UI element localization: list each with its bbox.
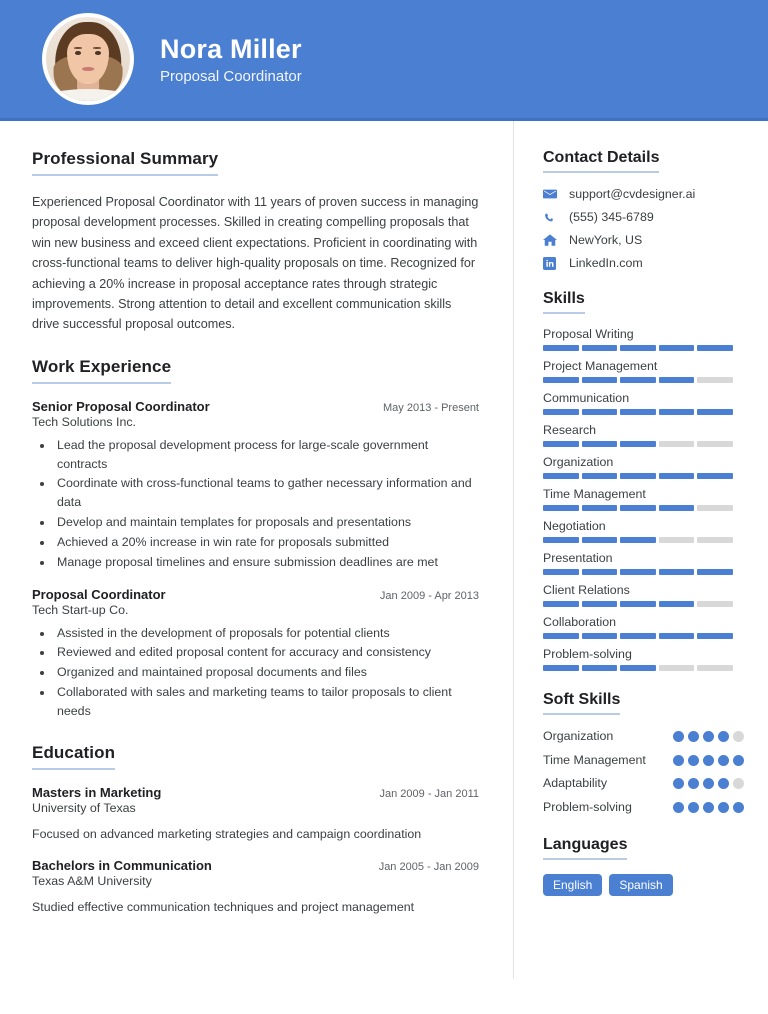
skill-bar-segment	[659, 665, 695, 671]
skill-level-bar	[543, 473, 733, 479]
home-icon	[543, 233, 563, 247]
education-section	[32, 743, 479, 917]
language-chip: English	[543, 874, 602, 896]
bullet-item: • Organized and maintained proposal documents and files	[54, 663, 479, 682]
language-chip: Spanish	[609, 874, 672, 896]
rating-dot	[733, 731, 744, 742]
skill-bar-segment	[543, 473, 579, 479]
experience-date: May 2013 - Present	[383, 401, 479, 414]
section-title-soft-skills: Soft Skills	[543, 691, 620, 715]
languages-section	[543, 836, 744, 896]
skill-item	[543, 615, 744, 639]
education-entry-header	[32, 785, 479, 800]
skill-bar-segment	[543, 377, 579, 383]
contact-item-linkedin[interactable]	[543, 256, 744, 270]
skill-bar-segment	[697, 345, 733, 351]
skill-label: Problem-solving	[543, 647, 632, 661]
skill-bar-segment	[659, 473, 695, 479]
summary-text: Experienced Proposal Coordinator with 11 years of proven success in managing proposal development processes. Skilled in creating compelling proposals that win new business and exceed client expectations. Proficient in coordinating with cross-functional teams to deliver high-quality proposals on time. Recognized for achieving a 20% increase in proposal acceptance rates through strategic improvements. Strong attention to detail and excellent communication skills drive successful proposal outcomes.	[32, 195, 479, 332]
soft-skill-item	[543, 775, 744, 792]
contact-details-section	[543, 149, 744, 270]
skill-level-bar	[543, 345, 733, 351]
skill-bar-segment	[582, 345, 618, 351]
skill-bar-segment	[620, 473, 656, 479]
rating-dot	[688, 802, 699, 813]
skill-bar-segment	[582, 537, 618, 543]
skill-item	[543, 455, 744, 479]
skill-level-bar	[543, 633, 733, 639]
skill-bar-segment	[582, 441, 618, 447]
rating-dot	[733, 802, 744, 813]
skill-level-bar	[543, 377, 733, 383]
bullet-item: • Assisted in the development of proposals for potential clients	[54, 624, 479, 643]
skill-bar-segment	[659, 345, 695, 351]
skill-bar-segment	[697, 377, 733, 383]
work-experience-section	[32, 357, 479, 721]
soft-skill-label: Adaptability	[543, 776, 608, 791]
skill-label: Collaboration	[543, 615, 617, 629]
skill-bar-segment	[620, 409, 656, 415]
phone-icon	[543, 210, 563, 224]
rating-dot	[688, 755, 699, 766]
skill-item	[543, 359, 744, 383]
soft-skill-label: Time Management	[543, 752, 646, 767]
skill-bar-segment	[697, 601, 733, 607]
contact-item-phone[interactable]	[543, 210, 744, 224]
envelope-icon	[543, 187, 563, 201]
skill-bar-segment	[582, 601, 618, 607]
skill-item	[543, 327, 744, 351]
rating-dot	[673, 778, 684, 789]
skill-bar-segment	[697, 665, 733, 671]
skill-bar-segment	[582, 473, 618, 479]
linkedin-icon	[543, 257, 563, 270]
skill-bar-segment	[620, 633, 656, 639]
skill-bar-segment	[620, 601, 656, 607]
main-column	[0, 121, 513, 979]
experience-bullets	[32, 436, 479, 572]
skill-bar-segment	[620, 505, 656, 511]
soft-skill-label: Problem-solving	[543, 800, 632, 815]
skill-level-bar	[543, 665, 733, 671]
avatar-photo	[46, 17, 130, 101]
section-title-languages: Languages	[543, 836, 627, 860]
skill-bar-segment	[582, 377, 618, 383]
soft-skill-rating	[673, 755, 744, 766]
contact-value-phone: (555) 345-6789	[569, 210, 654, 224]
skill-bar-segment	[582, 409, 618, 415]
skill-item	[543, 423, 744, 447]
rating-dot	[718, 778, 729, 789]
rating-dot	[688, 731, 699, 742]
skill-bar-segment	[582, 569, 618, 575]
skill-label: Project Management	[543, 359, 658, 373]
experience-role: Proposal Coordinator	[32, 586, 166, 602]
skill-bar-segment	[543, 601, 579, 607]
experience-role: Senior Proposal Coordinator	[32, 398, 210, 414]
education-entry	[32, 858, 479, 917]
skill-label: Proposal Writing	[543, 327, 634, 341]
bullet-item: • Coordinate with cross-functional teams to gather necessary information and data	[54, 474, 479, 512]
education-date: Jan 2009 - Jan 2011	[379, 787, 479, 800]
bullet-item: • Lead the proposal development process for large-scale government contracts	[54, 436, 479, 474]
skill-bar-segment	[697, 441, 733, 447]
section-title-education: Education	[32, 743, 115, 770]
skill-bar-segment	[659, 377, 695, 383]
education-date: Jan 2005 - Jan 2009	[378, 861, 479, 874]
rating-dot	[718, 755, 729, 766]
education-school: Texas A&M University	[32, 874, 152, 889]
skill-bar-segment	[620, 377, 656, 383]
skill-bar-segment	[543, 569, 579, 575]
rating-dot	[718, 731, 729, 742]
skill-label: Communication	[543, 391, 630, 405]
rating-dot	[673, 731, 684, 742]
education-degree: Bachelors in Communication	[32, 858, 212, 874]
bullet-item: • Achieved a 20% increase in win rate for proposals submitted	[54, 533, 479, 552]
skill-bar-segment	[697, 633, 733, 639]
skill-level-bar	[543, 409, 733, 415]
skill-bar-segment	[543, 345, 579, 351]
experience-entry	[32, 399, 479, 572]
section-title-summary: Professional Summary	[32, 149, 218, 176]
portrait-shoulders	[48, 89, 129, 101]
skill-item	[543, 647, 744, 671]
education-entry	[32, 785, 479, 844]
experience-entry-header	[32, 587, 479, 602]
contact-list	[543, 187, 744, 270]
section-title-skills: Skills	[543, 290, 585, 314]
soft-skill-item	[543, 728, 744, 745]
education-degree: Masters in Marketing	[32, 784, 162, 800]
rating-dot	[733, 755, 744, 766]
skill-label: Time Management	[543, 487, 646, 501]
skill-bar-segment	[620, 345, 656, 351]
experience-entry-header	[32, 399, 479, 414]
skill-bar-segment	[659, 505, 695, 511]
soft-skills-list	[543, 728, 744, 816]
experience-company: Tech Solutions Inc.	[32, 414, 137, 429]
rating-dot	[703, 755, 714, 766]
portrait-brow-right	[93, 47, 101, 49]
bullet-item: • Reviewed and edited proposal content for accuracy and consistency	[54, 643, 479, 662]
rating-dot	[733, 778, 744, 789]
skills-section	[543, 290, 744, 671]
education-description: Focused on advanced marketing strategies and campaign coordination	[32, 826, 422, 841]
skill-bar-segment	[659, 409, 695, 415]
skill-bar-segment	[582, 633, 618, 639]
soft-skill-item	[543, 752, 744, 769]
skill-bar-segment	[543, 665, 579, 671]
skill-item	[543, 551, 744, 575]
skill-bar-segment	[543, 537, 579, 543]
portrait-brow-left	[74, 47, 82, 49]
bullet-item: • Collaborated with sales and marketing teams to tailor proposals to client needs	[54, 683, 479, 721]
soft-skill-item	[543, 799, 744, 816]
bullet-item: • Develop and maintain templates for proposals and presentations	[54, 513, 479, 532]
skill-bar-segment	[543, 409, 579, 415]
skill-level-bar	[543, 505, 733, 511]
skill-label: Client Relations	[543, 583, 630, 597]
resume-header	[0, 0, 768, 121]
education-description: Studied effective communication techniques and project management	[32, 900, 415, 915]
skill-bar-segment	[697, 409, 733, 415]
skill-bar-segment	[582, 665, 618, 671]
skill-bar-segment	[659, 441, 695, 447]
bullet-item: • Manage proposal timelines and ensure submission deadlines are met	[54, 553, 479, 572]
skill-bar-segment	[697, 473, 733, 479]
rating-dot	[673, 755, 684, 766]
rating-dot	[703, 802, 714, 813]
skill-bar-segment	[543, 633, 579, 639]
skill-bar-segment	[659, 569, 695, 575]
skill-label: Organization	[543, 455, 614, 469]
skill-bar-segment	[620, 569, 656, 575]
skill-level-bar	[543, 441, 733, 447]
skill-bar-segment	[659, 537, 695, 543]
skill-bar-segment	[543, 441, 579, 447]
contact-value-location: NewYork, US	[569, 233, 643, 247]
contact-item-email[interactable]	[543, 187, 744, 201]
soft-skill-rating	[673, 731, 744, 742]
skill-level-bar	[543, 601, 733, 607]
experience-date: Jan 2009 - Apr 2013	[379, 589, 479, 602]
skill-label: Presentation	[543, 551, 613, 565]
skill-bar-segment	[620, 441, 656, 447]
skill-item	[543, 583, 744, 607]
skill-item	[543, 391, 744, 415]
section-title-experience: Work Experience	[32, 357, 171, 384]
skill-bar-segment	[620, 537, 656, 543]
rating-dot	[718, 802, 729, 813]
skills-list	[543, 327, 744, 671]
avatar	[42, 13, 134, 105]
experience-company: Tech Start-up Co.	[32, 602, 129, 617]
rating-dot	[673, 802, 684, 813]
experience-entry	[32, 587, 479, 721]
header-text-block	[160, 33, 302, 86]
skill-level-bar	[543, 569, 733, 575]
skill-label: Negotiation	[543, 519, 606, 533]
contact-value-email: support@cvdesigner.ai	[569, 187, 696, 201]
skill-bar-segment	[659, 633, 695, 639]
experience-bullets	[32, 624, 479, 721]
contact-value-linkedin: LinkedIn.com	[569, 256, 643, 270]
section-title-contact: Contact Details	[543, 149, 659, 173]
skill-bar-segment	[582, 505, 618, 511]
languages-list	[543, 874, 744, 896]
skill-item	[543, 519, 744, 543]
sidebar-column	[513, 121, 768, 979]
skill-bar-segment	[697, 537, 733, 543]
skill-label: Research	[543, 423, 597, 437]
skill-bar-segment	[697, 569, 733, 575]
skill-bar-segment	[543, 505, 579, 511]
candidate-job-title: Proposal Coordinator	[160, 68, 302, 86]
education-school: University of Texas	[32, 800, 136, 815]
soft-skill-rating	[673, 802, 744, 813]
soft-skill-label: Organization	[543, 729, 614, 743]
skill-bar-segment	[697, 505, 733, 511]
professional-summary-section	[32, 149, 479, 335]
rating-dot	[703, 731, 714, 742]
skill-bar-segment	[620, 665, 656, 671]
soft-skill-rating	[673, 778, 744, 789]
skill-item	[543, 487, 744, 511]
education-entry-header	[32, 858, 479, 873]
skill-level-bar	[543, 537, 733, 543]
portrait-eye-right	[95, 51, 101, 55]
soft-skills-section	[543, 691, 744, 816]
contact-item-location[interactable]	[543, 233, 744, 247]
rating-dot	[703, 778, 714, 789]
candidate-name: Nora Miller	[160, 33, 302, 64]
resume-body	[0, 121, 768, 979]
skill-bar-segment	[659, 601, 695, 607]
rating-dot	[688, 778, 699, 789]
